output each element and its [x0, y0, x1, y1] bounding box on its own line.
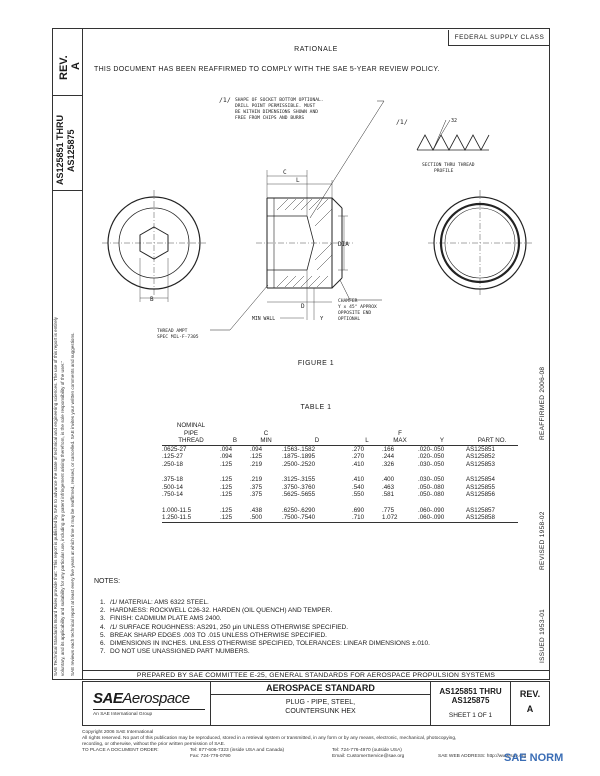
header-l: L	[352, 437, 382, 445]
note-item	[100, 648, 430, 656]
revised-text: REVISED 1958-02	[539, 511, 546, 570]
cell-y: .050-.080	[418, 483, 445, 491]
rev-label: REV.	[519, 689, 541, 699]
header-thread: THREAD	[162, 437, 220, 445]
cell-b: .125	[220, 514, 233, 521]
ref-mark-2: /1/	[396, 118, 408, 126]
order-label: TO PLACE A DOCUMENT ORDER:	[82, 748, 159, 753]
rev-value: A	[70, 62, 82, 70]
cell-l: .710	[352, 514, 365, 521]
chamfer-line: Y x 45° APPROX	[338, 305, 377, 310]
rationale-text: THIS DOCUMENT HAS BEEN REAFFIRMED TO COMPLY WITH THE SAE 5-YEAR REVIEW POLICY.	[94, 66, 440, 73]
note-text: HARDNESS: ROCKWELL C26-32. HARDEN (OIL QUENCH) AND TEMPER.	[110, 607, 333, 615]
header-y: Y	[418, 437, 466, 445]
header-c: C	[263, 429, 269, 437]
cell-part: AS125855	[466, 483, 495, 491]
cell-l: .550	[352, 491, 365, 498]
cell-b: .125	[220, 460, 233, 468]
standard-title-cell	[211, 682, 431, 725]
dimension-lines	[267, 170, 348, 320]
thread-section-line: SECTION THRU THREAD	[422, 163, 475, 168]
table-row	[162, 491, 518, 499]
email: Email: CustomerService@sae.org	[332, 754, 405, 759]
cell-c: .500	[250, 514, 263, 521]
chamfer-line: OPPOSITE END	[338, 311, 372, 316]
cell-thread: .375-18	[162, 476, 183, 483]
note-text: /1/ SURFACE ROUGHNESS: AS291, 250 μin UNLESS OTHERWISE SPECIFIED.	[110, 623, 349, 631]
label-l: L	[296, 177, 300, 184]
prepared-by: PREPARED BY SAE COMMITTEE E-25, GENERAL STANDARDS FOR AEROSPACE PROPULSION SYSTEMS	[82, 670, 550, 679]
doc-number: AS125851 THRU	[55, 114, 65, 185]
cell-d: .6250-.6290	[282, 506, 316, 514]
part-title-line-1: PLUG - PIPE, STEEL,	[285, 699, 356, 706]
cell-c: .375	[250, 491, 263, 498]
disclaimer-text: voluntary, and its applicability and suitability for any particular use, including any patent infringement arising therefrom, is the sole responsibility of the user."	[60, 360, 65, 676]
label-b: B	[150, 296, 154, 303]
doc-number-cell	[431, 682, 511, 725]
doc-number-line-1: AS125851 THRU	[439, 687, 502, 696]
cell-d: .2500-.2520	[282, 460, 316, 468]
chamfer-line: OPTIONAL	[338, 317, 361, 322]
cell-part: AS125852	[466, 453, 495, 460]
cell-d: .3750-.3760	[282, 483, 316, 491]
note-text: DO NOT USE UNASSIGNED PART NUMBERS.	[110, 648, 250, 656]
cell-c: .375	[250, 483, 263, 491]
note-number: 7.	[100, 648, 106, 656]
table-title: TABLE 1	[300, 404, 332, 411]
ref-mark-1: /1/	[219, 96, 231, 104]
disclaimer-text: SAE Technical Standards Board Rules provide that: "This report is published by SAE to advance the state of technical and engineering sciences. The use of this report is entirely	[53, 317, 58, 676]
note-number: 6.	[100, 640, 106, 648]
thread-profile	[417, 120, 489, 150]
cell-part: AS125856	[466, 491, 495, 498]
note-text: BREAK SHARP EDGES .003 TO .015 UNLESS OTHERWISE SPECIFIED.	[110, 631, 327, 639]
left-column-divider	[52, 95, 82, 96]
rev-cell	[511, 682, 549, 725]
sae-aerospace-logo	[83, 682, 211, 725]
cell-c: .438	[250, 506, 263, 514]
label-d: D	[301, 303, 305, 310]
cell-thread: 1.000-11.5	[162, 506, 192, 514]
copyright-line: Copyright 2006 SAE International	[82, 730, 154, 735]
header-c-min: MIN	[250, 437, 282, 445]
cell-part: AS125851	[466, 445, 495, 453]
cell-thread: .500-14	[162, 483, 183, 491]
label-y: Y	[320, 316, 324, 322]
min-wall: MIN WALL	[252, 317, 276, 322]
socket-note-line: SHAPE OF SOCKET BOTTOM OPTIONAL.	[235, 98, 324, 103]
logo-underline	[93, 709, 205, 710]
cell-b: .125	[220, 506, 233, 514]
federal-supply-class-label: FEDERAL SUPPLY CLASS	[454, 34, 545, 41]
cell-f: .244	[382, 453, 395, 460]
chamfer-note	[338, 298, 380, 322]
disclaimer-line-2	[60, 361, 66, 676]
table-row	[162, 461, 518, 469]
cell-l: .270	[352, 453, 365, 460]
logo-sae: SAE	[93, 690, 123, 707]
issued-date	[539, 609, 546, 663]
notes-list	[100, 599, 430, 656]
cell-y: .030-.050	[418, 476, 445, 483]
cell-l: .410	[352, 476, 365, 483]
cell-part: AS125854	[466, 476, 495, 483]
cell-c: .094	[250, 445, 263, 453]
disclaimer-line-3	[70, 332, 76, 676]
end-view-right	[428, 190, 532, 296]
cell-part: AS125857	[466, 506, 495, 514]
label-c: C	[283, 169, 287, 176]
socket-note-line: FREE FROM CHIPS AND BURRS	[235, 116, 305, 121]
cell-f: 1.072	[382, 514, 398, 521]
cell-d: .7500-.7540	[282, 514, 316, 521]
cell-c: .125	[250, 453, 263, 460]
cell-d: .1563-.1582	[282, 445, 316, 453]
cell-part: AS125858	[466, 514, 495, 521]
cell-d: .1875-.1895	[282, 453, 316, 460]
note-number: 3.	[100, 615, 106, 623]
cell-y: .030-.050	[418, 460, 445, 468]
header-f-max: MAX	[382, 437, 418, 445]
cell-b: .094	[220, 453, 233, 460]
rationale-title: RATIONALE	[294, 46, 338, 53]
note-number: 2.	[100, 607, 106, 615]
cell-l: .270	[352, 445, 365, 453]
thread-section-line: PROFILE	[434, 169, 454, 174]
cell-y: .060-.090	[418, 506, 445, 514]
figure-title: FIGURE 1	[297, 360, 335, 367]
notes-title: NOTES:	[94, 578, 121, 585]
cell-b: .094	[220, 445, 233, 453]
label-32: 32	[451, 118, 458, 124]
table-row	[162, 514, 518, 522]
cell-f: .400	[382, 476, 395, 483]
reaffirmed-text: REAFFIRMED 2006-08	[539, 366, 546, 440]
cell-f: .581	[382, 491, 395, 498]
cell-y: .020-.050	[418, 445, 445, 453]
table-row	[162, 484, 518, 492]
part-title-line-2: COUNTERSUNK HEX	[285, 708, 356, 715]
cell-f: .326	[382, 460, 395, 468]
disclaimer-text: SAE reviews each technical report at least every five years at which time it may be reaffirmed, revised, or cancelled. SAE invites your written comments and suggestions.	[70, 332, 75, 676]
note-text: FINISH: CADMIUM PLATE AMS 2400.	[110, 615, 222, 623]
header-d: D	[282, 437, 352, 445]
note-text: /1/ MATERIAL: AMS 6322 STEEL.	[110, 599, 209, 606]
socket-note-line: DRILL POINT PERMISSIBLE. MUST	[235, 104, 316, 109]
cell-f: .775	[382, 506, 395, 514]
header-f: F	[398, 429, 402, 437]
doc-number: AS125875	[66, 129, 76, 172]
note-item	[100, 624, 430, 632]
dimension-table	[162, 422, 518, 523]
cell-d: .3125-.3155	[282, 476, 316, 483]
cell-l: .690	[352, 506, 365, 514]
cell-b: .125	[220, 476, 233, 483]
socket-note-line: BE WITHIN DIMENSIONS SHOWN AND	[235, 110, 318, 115]
doc-number-line-2: AS125875	[451, 696, 490, 705]
header-part: PART NO.	[466, 437, 518, 445]
issued-text: ISSUED 1953-01	[539, 608, 546, 663]
note-item	[100, 640, 430, 648]
cell-l: .410	[352, 460, 365, 468]
table-row	[162, 507, 518, 515]
label-dia: DIA	[338, 241, 349, 248]
logo-aerospace: Aerospace	[122, 690, 190, 707]
thread-line: THREAD AMPT	[157, 329, 188, 334]
copyright-line: recording, or otherwise, without the prior written permission of SAE.	[82, 742, 226, 747]
copyright-block	[82, 730, 552, 760]
title-block	[82, 681, 550, 726]
standard-title: AEROSPACE STANDARD	[211, 682, 430, 695]
left-doc-number-1	[55, 115, 65, 185]
note-number: 4.	[100, 623, 106, 631]
socket-leader-line	[310, 101, 384, 218]
note-item	[100, 607, 430, 615]
figure-1-drawing	[82, 80, 542, 358]
note-item	[100, 615, 430, 623]
note-item	[100, 632, 430, 640]
cell-y: .060-.090	[418, 514, 445, 521]
rev-label: REV.	[58, 55, 70, 80]
table-row	[162, 476, 518, 484]
logo-subtitle: An SAE International Group	[93, 712, 153, 717]
cell-thread: .125-27	[162, 453, 183, 460]
fax: Fax: 724-776-0790	[190, 754, 231, 759]
left-rev-label	[58, 55, 70, 80]
table-row	[162, 445, 518, 453]
socket-note	[235, 97, 326, 121]
tel-inside: Tel: 877-606-7323 (inside USA and Canada)	[190, 748, 285, 753]
disclaimer-line-1	[53, 317, 59, 676]
cell-thread: .250-18	[162, 460, 183, 468]
note-text: DIMENSIONS IN INCHES. UNLESS OTHERWISE SPECIFIED, TOLERANCES: LINEAR DIMENSIONS ±.010.	[110, 640, 430, 648]
header-pipe: PIPE	[183, 429, 199, 437]
thread-leader	[210, 285, 268, 330]
federal-supply-class	[448, 30, 550, 46]
rev-value: A	[526, 704, 534, 714]
cell-part: AS125853	[466, 460, 495, 468]
end-view-left	[102, 190, 206, 302]
note-number: 5.	[100, 631, 106, 639]
thread-line: SPEC MIL-F-7305	[157, 335, 199, 340]
cell-c: .219	[250, 460, 263, 468]
chamfer-line: CHAMFER	[338, 299, 358, 304]
cell-c: .219	[250, 476, 263, 483]
web-address[interactable]: SAE WEB ADDRESS: http://www.sae.org	[438, 754, 527, 759]
cell-f: .166	[382, 445, 395, 453]
cell-d: .5625-.5655	[282, 491, 316, 498]
revised-date	[539, 511, 546, 570]
sae-norm-watermark: SAE NORM	[504, 752, 564, 764]
cell-b: .125	[220, 483, 233, 491]
note-item	[100, 599, 430, 607]
cell-y: .020-.050	[418, 453, 445, 460]
left-doc-number-2	[66, 129, 76, 172]
header-b: B	[220, 437, 250, 445]
tel-outside: Tel: 724-776-4970 (outside USA)	[332, 748, 402, 753]
copyright-line: All rights reserved. No part of this publication may be reproduced, stored in a retrieval system or transmitted, in any form or by any means, electronic, mechanical, photocopying,	[82, 736, 457, 741]
left-column-divider	[52, 190, 82, 191]
cell-y: .050-.080	[418, 491, 445, 498]
cell-thread: .0625-27	[162, 445, 187, 453]
cell-thread: .750-14	[162, 491, 183, 498]
sheet-number: SHEET 1 OF 1	[448, 712, 493, 719]
cell-b: .125	[220, 491, 233, 498]
order-info	[82, 748, 552, 760]
thread-note	[157, 328, 199, 340]
cell-thread: 1.250-11.5	[162, 514, 192, 521]
left-rev-value	[70, 62, 82, 70]
cell-f: .463	[382, 483, 395, 491]
thread-section-caption	[422, 162, 477, 174]
note-number: 1.	[100, 599, 106, 606]
cell-l: .540	[352, 483, 365, 491]
chamfer-leader	[340, 280, 382, 300]
header-nominal: NOMINAL	[176, 422, 206, 429]
table-row	[162, 453, 518, 461]
